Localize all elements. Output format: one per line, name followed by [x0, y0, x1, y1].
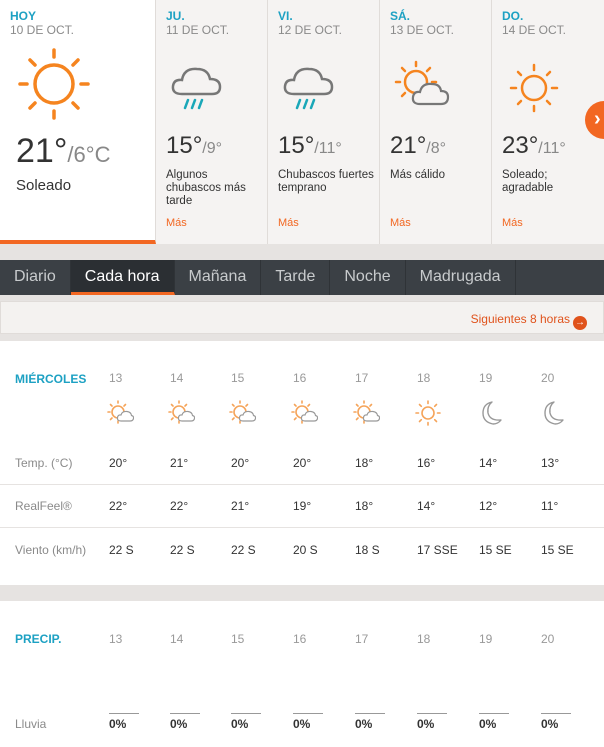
next-hours-bar: [0, 301, 604, 334]
rain-cell: 0%: [293, 717, 311, 731]
realfeel-cell: 14°: [417, 499, 436, 513]
day-date: 12 DE OCT.: [278, 23, 343, 37]
day-temperature: 15°/11°: [278, 132, 342, 159]
day-phrase: Chubascos fuertes temprano: [278, 169, 374, 194]
moon-icon: [538, 399, 566, 432]
rain-cell: 0%: [109, 717, 127, 731]
wind-cell: 15 SE: [479, 543, 512, 557]
sun-icon: [506, 60, 562, 121]
partly-sunny-icon: [390, 58, 454, 119]
temp-cell: 21°: [170, 456, 189, 470]
hour-label: 19: [479, 371, 493, 385]
hour-label: 14: [170, 632, 184, 646]
day-temperature: 21°/8°: [390, 132, 447, 159]
hour-label: 15: [231, 371, 245, 385]
tab-noche[interactable]: Noche: [330, 260, 405, 295]
tab-madrugada[interactable]: Madrugada: [406, 260, 516, 295]
more-link[interactable]: Más: [166, 217, 187, 229]
partly-sunny-icon: [290, 399, 318, 432]
temp-cell: 16°: [417, 456, 436, 470]
rain-cell: 0%: [231, 717, 249, 731]
more-link[interactable]: Más: [390, 217, 411, 229]
day-date: 10 DE OCT.: [10, 23, 75, 37]
partly-sunny-icon: [228, 399, 256, 432]
day-phrase: Soleado; agradable: [502, 169, 554, 194]
precip-panel: [0, 601, 604, 747]
tab-manana[interactable]: Mañana: [175, 260, 262, 295]
day-card-friday[interactable]: [268, 0, 380, 244]
realfeel-cell: 21°: [231, 499, 250, 513]
hour-label: 15: [231, 632, 245, 646]
partly-sunny-icon: [106, 399, 134, 432]
rain-bar: [109, 713, 139, 714]
tab-cada-hora[interactable]: Cada hora: [71, 260, 175, 295]
temp-cell: 18°: [355, 456, 374, 470]
wind-cell: 15 SE: [541, 543, 574, 557]
rain-bar: [231, 713, 261, 714]
realfeel-cell: 22°: [170, 499, 189, 513]
sun-icon: [414, 399, 442, 432]
wind-cell: 17 SSE: [417, 543, 458, 557]
rain-cell: 0%: [479, 717, 497, 731]
rain-cell: 0%: [355, 717, 373, 731]
rain-cell: 0%: [541, 717, 559, 731]
tab-tarde[interactable]: Tarde: [261, 260, 330, 295]
temp-cell: 20°: [231, 456, 250, 470]
day-phrase: Soleado: [16, 177, 72, 194]
tab-diario[interactable]: Diario: [0, 260, 71, 295]
sun-icon: [8, 46, 98, 131]
realfeel-cell: 19°: [293, 499, 312, 513]
hour-label: 19: [479, 632, 493, 646]
hour-label: 16: [293, 371, 307, 385]
hourly-panel: [0, 341, 604, 585]
moon-icon: [476, 399, 504, 432]
day-card-saturday[interactable]: [380, 0, 492, 244]
hour-label: 18: [417, 371, 431, 385]
hour-label: 17: [355, 632, 369, 646]
rain-cloud-icon: [168, 60, 224, 121]
day-name: HOY: [10, 9, 37, 23]
day-name: VI.: [278, 9, 293, 23]
temp-label: Temp. (°C): [15, 456, 73, 470]
day-name: DO.: [502, 9, 524, 23]
wind-cell: 18 S: [355, 543, 380, 557]
rain-bar: [293, 713, 323, 714]
wind-cell: 22 S: [109, 543, 134, 557]
day-card-today[interactable]: [0, 0, 156, 244]
precip-label: PRECIP.: [15, 632, 62, 646]
temp-cell: 13°: [541, 456, 560, 470]
rain-label: Lluvia: [15, 717, 47, 731]
rain-cell: 0%: [417, 717, 435, 731]
rain-cloud-icon: [280, 60, 336, 121]
partly-sunny-icon: [352, 399, 380, 432]
day-temperature: 23°/11°: [502, 132, 566, 159]
more-link[interactable]: Más: [502, 217, 523, 229]
day-temperature: 21°/6°C: [16, 132, 111, 170]
temp-cell: 14°: [479, 456, 498, 470]
hour-label: 20: [541, 632, 555, 646]
day-card-thursday[interactable]: [156, 0, 268, 244]
wind-cell: 22 S: [170, 543, 195, 557]
rain-bar: [417, 713, 447, 714]
period-tabs: [0, 260, 604, 295]
arrow-right-icon: →: [575, 317, 585, 328]
divider: [0, 527, 604, 528]
hour-label: 17: [355, 371, 369, 385]
wind-cell: 20 S: [293, 543, 318, 557]
rain-bar: [479, 713, 509, 714]
rain-bar: [170, 713, 200, 714]
realfeel-cell: 18°: [355, 499, 374, 513]
hour-label: 14: [170, 371, 184, 385]
hour-label: 20: [541, 371, 555, 385]
day-phrase: Algunos chubascos más tarde: [166, 169, 246, 207]
day-date: 11 DE OCT.: [166, 23, 230, 37]
temp-cell: 20°: [293, 456, 312, 470]
day-label: MIÉRCOLES: [15, 372, 87, 386]
hour-label: 16: [293, 632, 307, 646]
realfeel-cell: 12°: [479, 499, 498, 513]
divider: [0, 484, 604, 485]
hour-label: 13: [109, 632, 123, 646]
wind-cell: 22 S: [231, 543, 256, 557]
day-date: 14 DE OCT.: [502, 23, 567, 37]
partly-sunny-icon: [167, 399, 195, 432]
day-temperature: 15°/9°: [166, 132, 223, 159]
next-hours-link[interactable]: Siguientes 8 horas →: [470, 312, 585, 328]
rain-cell: 0%: [170, 717, 188, 731]
day-phrase: Más cálido: [390, 169, 445, 181]
hour-label: 13: [109, 371, 123, 385]
realfeel-label: RealFeel®: [15, 499, 72, 513]
day-name: JU.: [166, 9, 185, 23]
hour-label: 18: [417, 632, 431, 646]
day-name: SÁ.: [390, 9, 411, 23]
daily-forecast-strip: [0, 0, 604, 244]
rain-bar: [355, 713, 385, 714]
next-days-button[interactable]: ›: [585, 101, 604, 139]
realfeel-cell: 22°: [109, 499, 128, 513]
realfeel-cell: 11°: [541, 499, 559, 513]
temp-cell: 20°: [109, 456, 128, 470]
day-date: 13 DE OCT.: [390, 23, 455, 37]
more-link[interactable]: Más: [278, 217, 299, 229]
wind-label: Viento (km/h): [15, 543, 87, 557]
rain-bar: [541, 713, 571, 714]
